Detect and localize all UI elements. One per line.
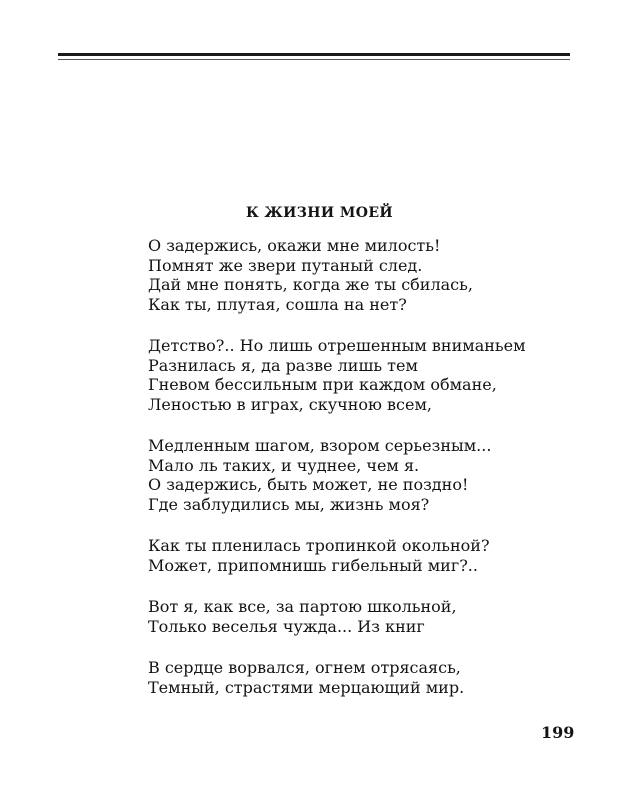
stanza-1	[148, 236, 548, 314]
poem	[148, 204, 548, 697]
poem-line: Только веселья чужда... Из книг	[148, 616, 425, 636]
poem-line: В сердце ворвался, огнем отрясаясь,	[148, 658, 461, 677]
poem-line: Как ты, плутая, сошла на нет?	[148, 294, 407, 314]
poem-line: Как ты пленилась тропинкой окольной?	[148, 536, 490, 555]
poem-line: Где заблудились мы, жизнь моя?	[148, 494, 430, 514]
stanza-3	[148, 436, 548, 514]
poem-line: О задержись, быть может, не поздно!	[148, 475, 469, 494]
poem-line: Разнилась я, да разве лишь тем	[148, 355, 418, 375]
poem-line: Темный, страстями мерцающий мир.	[148, 677, 465, 697]
page-number: 199	[541, 723, 575, 742]
stanza-4	[148, 536, 548, 575]
poem-line: Гневом бессильным при каждом обмане,	[148, 375, 497, 394]
poem-line: Детство?.. Но лишь отрешенным вниманьем	[148, 336, 526, 355]
poem-line: Вот я, как все, за партою школьной,	[148, 597, 457, 616]
poem-title: К ЖИЗНИ МОЕЙ	[246, 205, 394, 221]
poem-line: О задержись, окажи мне милость!	[148, 236, 441, 255]
poem-line: Медленным шагом, взором серьезным...	[148, 436, 492, 455]
header-rule-thin	[58, 59, 570, 60]
poem-line: Может, припомнишь гибельный миг?..	[148, 555, 478, 575]
stanza-6	[148, 658, 548, 697]
poem-line: Помнят же звери путаный след.	[148, 255, 423, 275]
poem-line: Дай мне понять, когда же ты сбилась,	[148, 275, 473, 294]
stanza-2	[148, 336, 548, 414]
stanza-5	[148, 597, 548, 636]
poem-line: Мало ль таких, и чуднее, чем я.	[148, 455, 420, 475]
poem-line: Леностью в играх, скучною всем,	[148, 394, 433, 414]
header-rule	[58, 53, 570, 56]
